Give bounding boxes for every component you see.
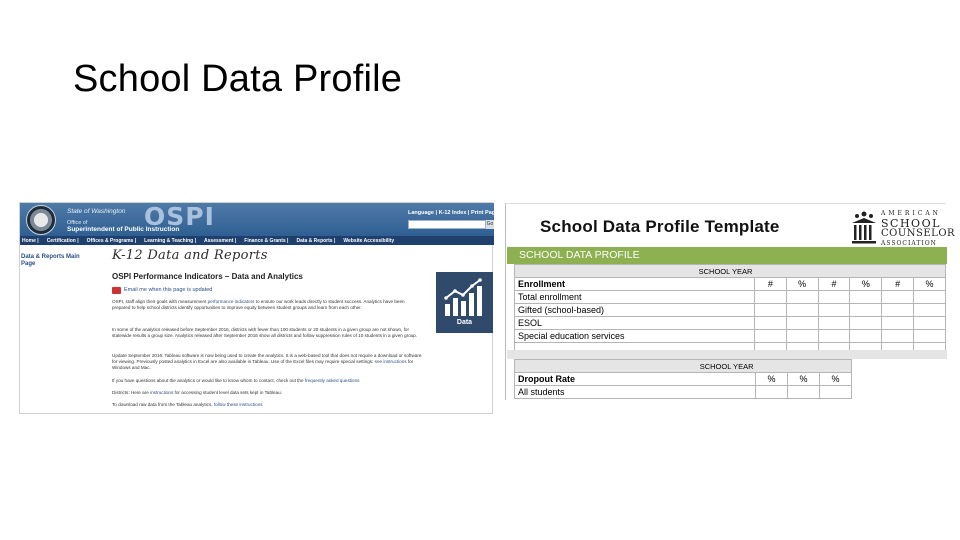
data-cell[interactable] bbox=[786, 330, 818, 343]
asca-line4: ASSOCIATION bbox=[881, 240, 937, 247]
data-cell[interactable] bbox=[820, 386, 852, 399]
ospi-state-label: State of Washington bbox=[67, 208, 126, 215]
para3-text-b: for Windows and Mac. bbox=[112, 359, 414, 371]
enrollment-header-label: Enrollment bbox=[515, 278, 755, 291]
template-title: School Data Profile Template bbox=[540, 217, 780, 236]
ospi-paragraph-6 bbox=[112, 402, 424, 408]
data-cell[interactable] bbox=[754, 330, 786, 343]
data-cell[interactable] bbox=[786, 304, 818, 317]
ospi-search-input[interactable] bbox=[408, 220, 486, 229]
data-cell[interactable] bbox=[914, 291, 946, 304]
para5-text-a: Districts: Here are bbox=[112, 390, 151, 395]
dropout-header-row bbox=[515, 373, 852, 386]
ospi-search-button[interactable]: Go bbox=[486, 221, 494, 227]
ospi-page-heading: OSPI Performance Indicators – Data and Analytics bbox=[112, 272, 303, 281]
ospi-paragraph-3 bbox=[112, 353, 424, 372]
data-cell[interactable] bbox=[818, 330, 850, 343]
data-cell[interactable] bbox=[882, 330, 914, 343]
row-label: Gifted (school-based) bbox=[515, 304, 755, 317]
school-year-label: SCHOOL YEAR bbox=[515, 265, 755, 278]
ospi-paragraph-4 bbox=[112, 378, 424, 384]
data-tile-label: Data bbox=[456, 319, 473, 326]
email-icon[interactable] bbox=[112, 287, 121, 294]
data-cell[interactable] bbox=[818, 304, 850, 317]
nav-item-home[interactable]: Home | bbox=[22, 237, 39, 244]
data-cell[interactable] bbox=[850, 304, 882, 317]
para1-text-a: OSPI, staff align their goals with measurement bbox=[112, 299, 208, 304]
dropout-col-2: % bbox=[788, 373, 820, 386]
follow-instructions-link[interactable]: follow these instructions bbox=[213, 402, 263, 407]
data-cell[interactable] bbox=[818, 317, 850, 330]
data-cell[interactable] bbox=[850, 317, 882, 330]
para6-text-a: To download raw data from the Tableau analytics, bbox=[112, 402, 214, 407]
enrollment-col-2: % bbox=[786, 278, 818, 291]
ospi-page-banner: K-12 Data and Reports bbox=[112, 248, 268, 263]
data-cell[interactable] bbox=[914, 304, 946, 317]
ospi-language-links[interactable]: Language | K-12 Index | Print Page bbox=[408, 210, 499, 216]
data-cell[interactable] bbox=[882, 304, 914, 317]
email-updates-link[interactable]: Email me when this page is updated bbox=[124, 287, 213, 293]
data-cell[interactable] bbox=[818, 291, 850, 304]
see-instructions-link[interactable]: see instructions bbox=[374, 359, 407, 365]
asca-line2: SCHOOL bbox=[881, 217, 941, 230]
data-cell[interactable] bbox=[756, 386, 788, 399]
table-row bbox=[515, 304, 946, 317]
profile-section-band: SCHOOL DATA PROFILE bbox=[507, 247, 947, 264]
nav-item-certification[interactable]: Certification | bbox=[46, 237, 79, 244]
data-cell[interactable] bbox=[754, 291, 786, 304]
nav-item-assessment[interactable]: Assessment | bbox=[204, 237, 237, 244]
data-cell[interactable] bbox=[914, 330, 946, 343]
table-row bbox=[515, 317, 946, 330]
data-cell[interactable] bbox=[850, 330, 882, 343]
asca-line1: AMERICAN bbox=[881, 210, 941, 217]
data-cell[interactable] bbox=[882, 291, 914, 304]
enrollment-col-5: # bbox=[882, 278, 914, 291]
ospi-paragraph-5 bbox=[112, 390, 424, 396]
enrollment-col-1: # bbox=[754, 278, 786, 291]
dropout-table bbox=[514, 359, 852, 399]
ospi-logo[interactable]: OSPI bbox=[144, 202, 215, 231]
enrollment-col-3: # bbox=[818, 278, 850, 291]
para1-text-b: to ensure our work leads directly to student success. Analytics have been prepared to help school districts identify opportunities to improve equity between student groups and learn from each other. bbox=[112, 299, 405, 311]
asca-wordmark bbox=[881, 209, 955, 249]
ospi-nav-bar bbox=[20, 236, 494, 245]
asca-line3: COUNSELOR bbox=[881, 228, 956, 239]
instructions-link[interactable]: instructions bbox=[150, 390, 174, 395]
para4-text-a: If you have questions about the analytics or would like to know whom to contact, check out the bbox=[112, 378, 305, 383]
row-label: ESOL bbox=[515, 317, 755, 330]
ospi-paragraph-2: In some of the analytics released before September 2016, districts with fewer than 100 students or 20 students in a given group are not shown, for statewide results a group size. Analytics released after September 2016 show all districts and follow suppression rules of 10 students in a given group. bbox=[112, 327, 418, 339]
performance-indicators-link[interactable]: performance indicators bbox=[207, 299, 255, 304]
slide-title: School Data Profile bbox=[73, 58, 403, 100]
row-label: All students bbox=[515, 386, 756, 399]
dropout-header-label: Dropout Rate bbox=[515, 373, 756, 386]
nav-item-accessibility[interactable]: Website Accessibility bbox=[343, 237, 395, 244]
table-row bbox=[515, 386, 852, 399]
para3-text-a: Update September 2016: Tableau software is now being used to create the analytics. It is a web-based tool that does not require a download or software for viewing. Previously posted analytics in Excel are also available in Tableau. Use of the Excel files may require special settings: bbox=[112, 353, 422, 365]
data-cell[interactable] bbox=[754, 317, 786, 330]
dropout-col-1: % bbox=[756, 373, 788, 386]
ospi-office-line2: Superintendent of Public Instruction bbox=[67, 226, 180, 233]
enrollment-col-4: % bbox=[850, 278, 882, 291]
enrollment-table bbox=[514, 264, 946, 356]
faq-link[interactable]: frequently asked questions bbox=[304, 378, 360, 383]
template-screenshot bbox=[505, 203, 956, 400]
data-cell[interactable] bbox=[754, 304, 786, 317]
data-cell[interactable] bbox=[786, 317, 818, 330]
asca-columns-icon bbox=[851, 211, 877, 245]
ospi-paragraph-1 bbox=[112, 299, 424, 311]
enrollment-col-6: % bbox=[914, 278, 946, 291]
row-label: Special education services bbox=[515, 330, 755, 343]
state-seal-icon[interactable] bbox=[26, 205, 56, 235]
dropout-col-3: % bbox=[820, 373, 852, 386]
nav-item-finance[interactable]: Finance & Grants | bbox=[244, 237, 289, 244]
sidebar-link-data-reports[interactable]: Data & Reports Main Page bbox=[21, 254, 80, 267]
data-tile-button[interactable] bbox=[436, 272, 493, 333]
school-year-cells[interactable] bbox=[754, 265, 945, 278]
data-cell[interactable] bbox=[786, 291, 818, 304]
nav-item-data-reports[interactable]: Data & Reports | bbox=[296, 237, 336, 244]
data-cell[interactable] bbox=[914, 317, 946, 330]
data-cell[interactable] bbox=[788, 386, 820, 399]
ospi-office-line1: Office of bbox=[67, 220, 88, 226]
school-year-label: SCHOOL YEAR bbox=[515, 360, 756, 373]
nav-item-learning[interactable]: Learning & Teaching | bbox=[144, 237, 197, 244]
school-year-row bbox=[515, 360, 852, 373]
section-spacer bbox=[507, 350, 947, 359]
para5-text-b: for accessing student level data sets kept in Tableau. bbox=[173, 390, 282, 395]
asca-logo bbox=[851, 209, 956, 249]
school-year-row bbox=[515, 265, 946, 278]
ospi-header bbox=[20, 202, 499, 236]
data-cell[interactable] bbox=[850, 291, 882, 304]
ospi-webpage-screenshot bbox=[19, 202, 499, 414]
enrollment-header-row bbox=[515, 278, 946, 291]
data-cell[interactable] bbox=[882, 317, 914, 330]
nav-item-offices[interactable]: Offices & Programs | bbox=[86, 237, 137, 244]
bar-chart-icon bbox=[442, 278, 487, 318]
table-row bbox=[515, 291, 946, 304]
school-year-cells[interactable] bbox=[756, 360, 852, 373]
row-label: Total enrollment bbox=[515, 291, 755, 304]
table-row bbox=[515, 330, 946, 343]
